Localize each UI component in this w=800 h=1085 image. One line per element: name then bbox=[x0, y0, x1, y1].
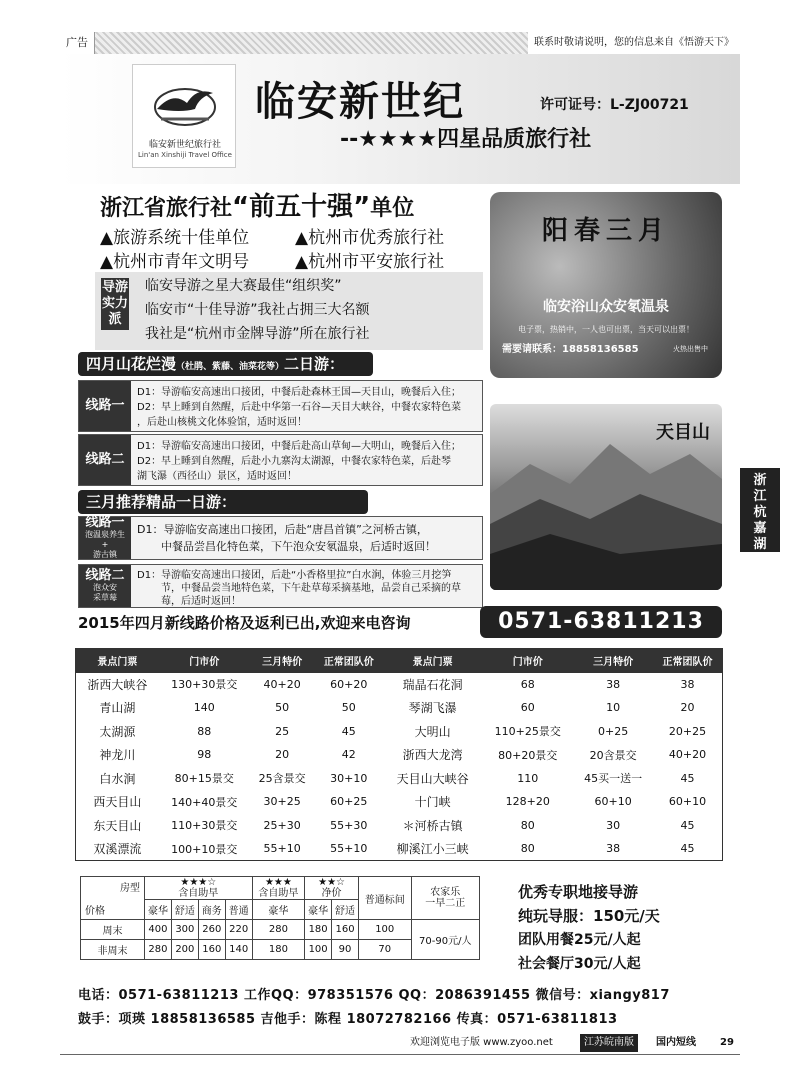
table-cell: 青山湖 bbox=[99, 701, 136, 716]
table-cell: 400 bbox=[145, 920, 172, 940]
brand-title: 临安新世纪 bbox=[255, 79, 465, 125]
promo-text: 2015年四月新线路价格及返利已出,欢迎来电咨询 bbox=[78, 614, 411, 632]
top50-title-a: 浙江省旅行社 bbox=[100, 196, 233, 221]
hotel-subheader: 商务 bbox=[198, 900, 225, 920]
table-cell: 瑞晶石花洞 bbox=[402, 677, 463, 692]
route-line: D1：导游临安高速出口接团，中餐后赴森林王国—天目山，晚餐后入住； bbox=[137, 387, 462, 398]
table-row bbox=[76, 790, 723, 814]
farm-price-cell: 70-90元/人 bbox=[411, 920, 480, 960]
mountain-title: 天目山 bbox=[656, 422, 710, 443]
side-tab-char: 江 bbox=[753, 489, 767, 504]
table-cell: 太湖源 bbox=[99, 724, 136, 739]
top50-title-c: 单位 bbox=[370, 196, 415, 221]
table-cell: 东天目山 bbox=[93, 818, 142, 833]
table-cell: 双溪漂流 bbox=[93, 842, 142, 856]
table-cell: 30 bbox=[606, 818, 621, 832]
table-row bbox=[76, 673, 723, 697]
license-number: 许可证号：L-ZJ00721 bbox=[540, 97, 689, 113]
table-cell: 60+10 bbox=[594, 795, 632, 809]
table-cell: 20 bbox=[680, 701, 695, 715]
guide-strength-line: 临安导游之星大赛最佳“组织奖” bbox=[145, 278, 342, 294]
route-card bbox=[78, 564, 483, 608]
bird-logo-icon bbox=[151, 79, 219, 129]
guide-strength-line: 我社是“杭州市金牌导游”所在旅行社 bbox=[145, 326, 370, 342]
april-tour-heading bbox=[78, 352, 373, 376]
guide-offer-line: 团队用餐25元/人起 bbox=[518, 932, 641, 948]
table-cell: 260 bbox=[198, 920, 225, 940]
route-line: 湖飞瀑（西径山）景区，适时返回！ bbox=[137, 471, 297, 482]
table-cell: 25+30 bbox=[263, 818, 301, 832]
table-cell: 50 bbox=[275, 701, 290, 715]
honor-item: ▲杭州市优秀旅行社 bbox=[295, 228, 445, 248]
april-heading-a: 四月山花烂漫 bbox=[86, 355, 177, 373]
table-cell: 45 bbox=[680, 842, 695, 855]
table-cell: 45 bbox=[680, 818, 695, 832]
table-cell: 55+10 bbox=[330, 842, 368, 855]
table-cell: 白水涧 bbox=[99, 771, 136, 786]
table-cell: 55+10 bbox=[263, 842, 301, 855]
route-label-text: 线路一 bbox=[85, 515, 125, 530]
route-line: ，后赴山核桃文化体验馆，适时返回！ bbox=[137, 417, 307, 428]
table-cell: 45 bbox=[680, 771, 695, 785]
table-cell: 40+20 bbox=[668, 748, 707, 762]
table-row bbox=[81, 920, 480, 940]
march-tour-heading: 三月推荐精品一日游： bbox=[78, 490, 368, 514]
table-cell: 38 bbox=[606, 842, 621, 855]
spring-desc: 电子票，热销中，一人也可出票，当天可以出票！ bbox=[518, 325, 694, 334]
spring-hot-label: 火热出售中 bbox=[673, 345, 708, 353]
route-line: 莓，后适时返回！ bbox=[161, 596, 241, 607]
table-cell: 80+20景交 bbox=[498, 748, 558, 762]
table-cell: 128+20 bbox=[505, 795, 550, 809]
table-cell: 100 bbox=[305, 940, 332, 960]
hotel-price-table bbox=[80, 876, 480, 960]
table-cell: 130+30景交 bbox=[171, 678, 238, 692]
hotel-row-label: 非周末 bbox=[81, 940, 145, 960]
guide-offer-line: 社会餐厅30元/人起 bbox=[518, 956, 641, 972]
price-table bbox=[75, 648, 723, 861]
april-heading-small: （杜鹃、紫藤、油菜花等） bbox=[176, 362, 285, 372]
table-cell: 300 bbox=[171, 920, 198, 940]
table-cell: 30+10 bbox=[330, 771, 368, 785]
table-cell: 十门峡 bbox=[414, 795, 451, 810]
hotel-group: 农家乐 一早二正 bbox=[411, 877, 480, 920]
table-cell: 55+30 bbox=[330, 818, 368, 832]
route-label: 线路一 bbox=[79, 381, 131, 431]
table-cell: 45买一送一 bbox=[584, 772, 643, 786]
table-cell: 琴湖飞瀑 bbox=[408, 701, 457, 716]
hotel-subheader: 豪华 bbox=[145, 900, 172, 920]
table-cell: 80 bbox=[520, 842, 535, 855]
footer-site: 欢迎浏览电子版 www.zyoo.net bbox=[410, 1037, 553, 1048]
logo-cn-text: 临安新世纪旅行社 bbox=[148, 140, 221, 150]
guide-offer-line: 纯玩导服：150元/天 bbox=[518, 907, 660, 925]
honor-item: ▲旅游系统十佳单位 bbox=[100, 228, 250, 248]
table-cell: 45 bbox=[341, 724, 356, 738]
table-cell: 60+20 bbox=[330, 677, 368, 691]
table-cell: 天目山大峡谷 bbox=[396, 771, 469, 786]
route-sub: + bbox=[101, 540, 109, 549]
table-cell: 80+15景交 bbox=[174, 772, 234, 786]
table-cell: 神龙川 bbox=[99, 748, 136, 763]
table-cell: 20 bbox=[275, 748, 290, 762]
page-footer bbox=[410, 1034, 740, 1052]
table-cell: 180 bbox=[252, 940, 305, 960]
source-note: 联系时敬请说明，您的信息来自《悟游天下》 bbox=[528, 32, 740, 54]
route-sub: 泡众安 bbox=[93, 583, 117, 592]
table-cell: 50 bbox=[341, 701, 356, 715]
logo-en-text: Lin'an Xinshiji Travel Office bbox=[138, 151, 232, 159]
col-header: 正常团队价 bbox=[653, 649, 723, 673]
table-cell: 浙西大峡谷 bbox=[87, 677, 148, 692]
table-cell: 140 bbox=[225, 940, 252, 960]
table-cell: 160 bbox=[198, 940, 225, 960]
hotel-subheader: 豪华 bbox=[305, 900, 332, 920]
contact-line: 鼓手：项瑛 18858136585 吉他手：陈程 18072782166 传真：0571-63811813 bbox=[78, 1012, 618, 1027]
table-row bbox=[76, 743, 723, 767]
hotel-group: 普通标间 bbox=[358, 877, 411, 920]
table-cell: 200 bbox=[171, 940, 198, 960]
table-cell: 100 bbox=[358, 920, 411, 940]
table-cell: 180 bbox=[305, 920, 332, 940]
table-cell: 110 bbox=[517, 771, 539, 785]
route-label bbox=[79, 565, 131, 607]
route-line: D1：导游临安高速出口接团，后赴“唐昌首镇”之河桥古镇， bbox=[137, 523, 428, 536]
top50-title bbox=[100, 186, 414, 223]
hotel-group: ★★★☆ 含自助早 bbox=[145, 877, 253, 900]
table-row bbox=[76, 814, 723, 838]
ad-label: 广告 bbox=[60, 32, 95, 54]
route-line: D2：早上睡到自然醒，后赴中华第一石谷—天目大峡谷，中餐农家特色菜 bbox=[137, 402, 462, 413]
hotel-subheader: 普通 bbox=[225, 900, 252, 920]
table-cell: 220 bbox=[225, 920, 252, 940]
page-number: 29 bbox=[720, 1037, 734, 1048]
route-line: 节，中餐品尝当地特色菜，下午赴草莓采摘基地，品尝自己采摘的草 bbox=[161, 583, 461, 594]
route-card bbox=[78, 516, 483, 560]
top-bar bbox=[60, 32, 740, 54]
table-cell: 280 bbox=[145, 940, 172, 960]
side-tab-char: 湖 bbox=[753, 537, 767, 552]
table-cell: 160 bbox=[332, 920, 359, 940]
corner-bottom: 价格 bbox=[85, 906, 105, 917]
table-cell: 70 bbox=[358, 940, 411, 960]
honors-list bbox=[100, 226, 490, 274]
table-cell: 20含景交 bbox=[589, 748, 637, 762]
footer-divider bbox=[60, 1054, 740, 1055]
table-cell: 280 bbox=[252, 920, 305, 940]
table-cell: 100+10景交 bbox=[171, 842, 238, 856]
route-sub: 泡温泉养生 bbox=[85, 530, 125, 539]
table-cell: 10 bbox=[606, 701, 621, 715]
route-line: D2：早上睡到自然醒，后赴小九寨沟太湖源，中餐农家特色菜，后赴琴 bbox=[137, 456, 452, 467]
corner-top: 房型 bbox=[120, 883, 140, 894]
side-tab-char: 嘉 bbox=[753, 521, 767, 536]
table-cell: 80 bbox=[520, 818, 535, 832]
route-sub: 采草莓 bbox=[93, 593, 117, 602]
company-logo bbox=[132, 64, 236, 168]
table-cell: 60+25 bbox=[330, 795, 368, 809]
route-label-text: 线路二 bbox=[85, 568, 125, 583]
promo-phone: 0571-63811213 bbox=[480, 606, 722, 638]
region-side-tab bbox=[740, 468, 780, 552]
table-cell: 20+25 bbox=[668, 724, 707, 738]
table-cell: 110+25景交 bbox=[494, 725, 561, 739]
route-label: 线路二 bbox=[79, 435, 131, 485]
route-label bbox=[79, 517, 131, 559]
table-cell: 25含景交 bbox=[258, 772, 306, 786]
guide-offer-line: 优秀专职地接导游 bbox=[518, 883, 639, 901]
footer-section: 国内短线 bbox=[656, 1037, 696, 1048]
guide-strength-tag: 导游实力派 bbox=[101, 278, 129, 330]
side-tab-char: 浙 bbox=[753, 473, 767, 488]
col-header: 景点门票 bbox=[383, 649, 482, 673]
spring-hotspring-ad bbox=[490, 192, 722, 378]
col-header: 门市价 bbox=[159, 649, 250, 673]
table-cell: 98 bbox=[197, 748, 212, 762]
route-card bbox=[78, 380, 483, 432]
spring-subtitle: 临安浴山众安氡温泉 bbox=[543, 299, 669, 315]
hotel-subheader: 豪华 bbox=[252, 900, 305, 920]
table-cell: 38 bbox=[680, 677, 695, 691]
hotel-corner-cell bbox=[81, 877, 145, 920]
table-cell: 140+40景交 bbox=[171, 795, 238, 809]
table-cell: 25 bbox=[275, 724, 290, 738]
table-cell: 38 bbox=[606, 677, 621, 691]
star-rating-slogan: --★★★★四星品质旅行社 bbox=[340, 127, 592, 152]
col-header: 三月特价 bbox=[573, 649, 653, 673]
hotel-subheader: 舒适 bbox=[332, 900, 359, 920]
spring-title: 阳春三月 bbox=[541, 216, 670, 246]
table-cell: 30+25 bbox=[263, 795, 301, 809]
side-tab-char: 杭 bbox=[753, 505, 767, 520]
table-cell: 90 bbox=[332, 940, 359, 960]
col-header: 三月特价 bbox=[250, 649, 315, 673]
table-cell: 110+30景交 bbox=[171, 819, 238, 833]
honor-item: ▲杭州市平安旅行社 bbox=[295, 252, 445, 272]
contact-info bbox=[78, 984, 670, 1032]
table-cell: 大明山 bbox=[414, 724, 451, 739]
table-cell: ＊河桥古镇 bbox=[402, 818, 463, 833]
table-cell: 68 bbox=[520, 677, 535, 691]
guide-strength-line: 临安市“十佳导游”我社占拥三大名额 bbox=[145, 302, 370, 318]
table-cell: 140 bbox=[193, 701, 215, 715]
tianmu-mountain-photo bbox=[490, 404, 722, 590]
april-heading-b: 二日游： bbox=[284, 355, 345, 373]
route-line: D1：导游临安高速出口接团，中餐后赴高山草甸—大明山，晚餐后入住； bbox=[137, 441, 462, 452]
route-line: 中餐品尝昌化特色菜，下午泡众安氡温泉，后适时返回！ bbox=[161, 540, 436, 553]
hotel-subheader: 舒适 bbox=[171, 900, 198, 920]
table-cell: 0+25 bbox=[598, 724, 629, 738]
route-line: D1：导游临安高速出口接团，后赴“小香格里拉”白水涧，体验三月挖笋 bbox=[137, 570, 452, 581]
table-row bbox=[76, 767, 723, 791]
table-cell: 柳溪江小三峡 bbox=[396, 842, 469, 856]
col-header: 门市价 bbox=[482, 649, 573, 673]
col-header: 正常团队价 bbox=[314, 649, 383, 673]
table-cell: 40+20 bbox=[263, 677, 301, 691]
table-cell: 88 bbox=[197, 724, 212, 738]
table-cell: 60 bbox=[520, 701, 535, 715]
route-card bbox=[78, 434, 483, 486]
contact-line: 电话：0571-63811213 工作QQ：978351576 QQ：2086391455 微信号：xiangy817 bbox=[78, 988, 670, 1003]
spring-phone: 需要请联系：18858136585 bbox=[502, 344, 639, 355]
price-table-header bbox=[76, 649, 723, 673]
table-row bbox=[76, 837, 723, 861]
hotel-row-label: 周末 bbox=[81, 920, 145, 940]
guide-strength-box bbox=[95, 272, 483, 350]
hotel-group: ★★★ 含自助早 bbox=[252, 877, 305, 900]
guide-offer bbox=[518, 880, 660, 976]
top50-title-b: “前五十强” bbox=[232, 192, 371, 222]
table-row bbox=[76, 696, 723, 720]
table-cell: 浙西大龙湾 bbox=[402, 748, 463, 763]
footer-region: 江苏皖南版 bbox=[580, 1034, 638, 1052]
table-cell: 42 bbox=[341, 748, 356, 762]
table-cell: 西天目山 bbox=[93, 795, 142, 810]
hotel-group: ★★☆ 净价 bbox=[305, 877, 359, 900]
honor-item: ▲杭州市青年文明号 bbox=[100, 252, 250, 272]
col-header: 景点门票 bbox=[76, 649, 159, 673]
table-row bbox=[76, 720, 723, 744]
route-sub: 游古镇 bbox=[93, 550, 117, 559]
table-cell: 60+10 bbox=[668, 795, 707, 809]
